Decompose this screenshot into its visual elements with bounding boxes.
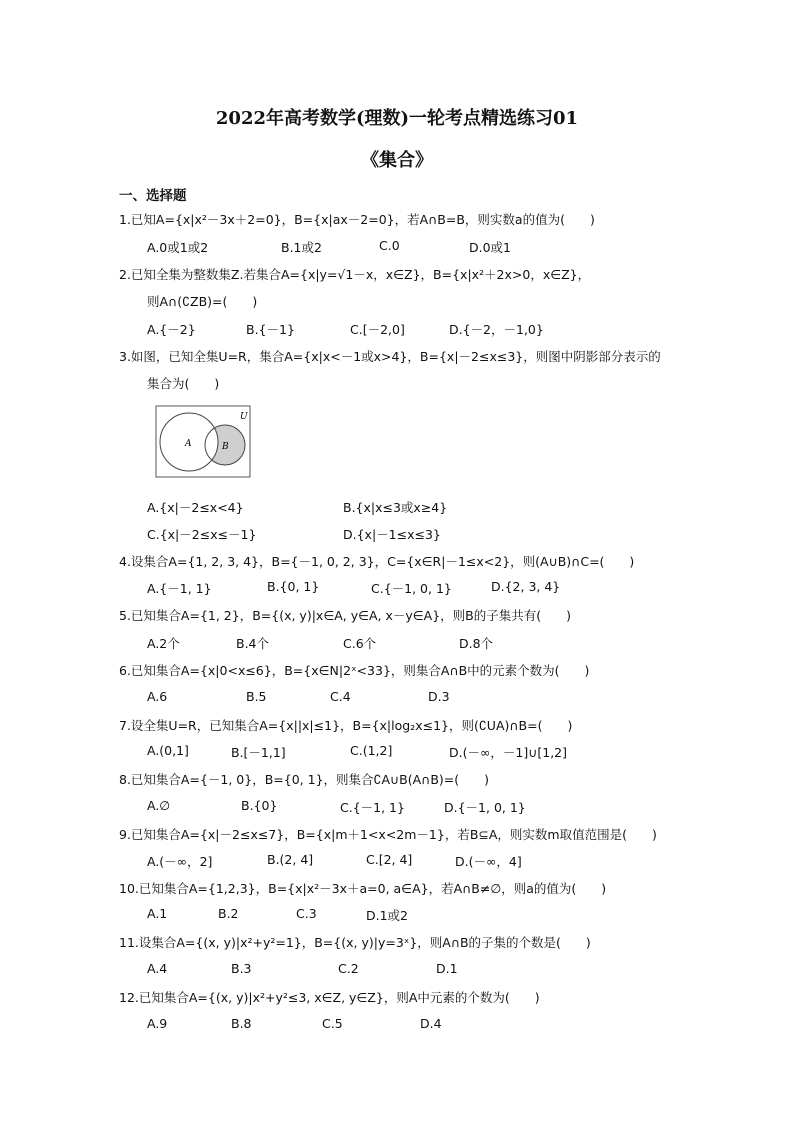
question-3-option-c: C.{x|－2≤x≤－1} — [147, 527, 257, 542]
question-8-option-a: A.∅ — [147, 798, 171, 813]
question-2-option-c: C.[－2,0] — [350, 322, 405, 337]
question-5-stem: 5.已知集合A={1, 2}，B={(x, y)|x∈A, y∈A, x－y∈A}，则B的子集共有( ) — [119, 608, 572, 623]
question-10-option-d: D.1或2 — [366, 908, 409, 923]
question-11-stem: 11.设集合A={(x, y)|x²+y²=1}，B={(x, y)|y=3ˣ}，则A∩B的子集的个数是( ) — [119, 935, 591, 950]
question-12-stem: 12.已知集合A={(x, y)|x²+y²≤3, x∈Z, y∈Z}，则A中元素的个数为( ) — [119, 990, 540, 1005]
question-12-option-c: C.5 — [322, 1016, 343, 1031]
question-5-option-c: C.6个 — [343, 636, 377, 651]
question-11-option-d: D.1 — [436, 961, 458, 976]
set-a-label: A — [185, 439, 192, 449]
question-2-stem: 2.已知全集为整数集Z.若集合A={x|y=√1－x，x∈Z}，B={x|x²＋2x>0，x∈Z}， — [119, 267, 591, 282]
question-7-stem: 7.设全集U=R，已知集合A={x||x|≤1}，B={x|log₂x≤1}，则(∁UA)∩B=( ) — [119, 718, 573, 733]
question-12-option-b: B.8 — [231, 1016, 252, 1031]
question-1-option-b: B.1或2 — [281, 240, 322, 255]
question-4-stem: 4.设集合A={1, 2, 3, 4}，B={－1, 0, 2, 3}，C={x∈R|－1≤x<2}，则(A∪B)∩C=( ) — [119, 554, 635, 569]
question-2-option-d: D.{－2，－1,0} — [449, 322, 544, 337]
question-4-option-a: A.{－1, 1} — [147, 581, 212, 596]
question-10-option-c: C.3 — [296, 906, 317, 921]
question-11-option-b: B.3 — [231, 961, 252, 976]
question-1-option-d: D.0或1 — [469, 240, 512, 255]
question-5-option-d: D.8个 — [459, 636, 494, 651]
question-9-option-d: D.(－∞，4] — [455, 854, 522, 869]
question-12-option-d: D.4 — [420, 1016, 442, 1031]
universe-label: U — [240, 412, 248, 422]
question-2-stem-cont: 则A∩(∁ZB)=( ) — [147, 294, 258, 309]
question-5-option-b: B.4个 — [236, 636, 270, 651]
question-8-stem: 8.已知集合A={－1, 0}，B={0, 1}，则集合∁A∪B(A∩B)=( ) — [119, 772, 490, 787]
question-4-option-d: D.{2, 3, 4} — [491, 579, 561, 594]
question-2-option-a: A.{－2} — [147, 322, 196, 337]
question-7-option-c: C.(1,2] — [350, 743, 393, 758]
question-7-option-b: B.[－1,1] — [231, 745, 286, 760]
venn-diagram — [155, 405, 251, 479]
question-4-option-b: B.{0, 1} — [267, 579, 320, 594]
question-3-option-b: B.{x|x≤3或x≥4} — [343, 500, 448, 515]
question-7-option-a: A.(0,1] — [147, 743, 189, 758]
question-6-option-a: A.6 — [147, 689, 168, 704]
question-6-option-b: B.5 — [246, 689, 267, 704]
question-9-stem: 9.已知集合A={x|－2≤x≤7}，B={x|m＋1<x<2m－1}，若B⊆A，则实数m取值范围是( ) — [119, 827, 657, 842]
question-1-option-c: C.0 — [379, 238, 400, 253]
question-7-option-d: D.(－∞，－1]∪[1,2] — [449, 745, 567, 760]
question-3-option-d: D.{x|－1≤x≤3} — [343, 527, 441, 542]
question-9-option-a: A.(－∞，2] — [147, 854, 213, 869]
page-subtitle: 《集合》 — [361, 150, 433, 171]
question-5-option-a: A.2个 — [147, 636, 180, 651]
question-8-option-d: D.{－1, 0, 1} — [444, 800, 526, 815]
question-6-stem: 6.已知集合A={x|0<x≤6}，B={x∈N|2ˣ<33}，则集合A∩B中的元素个数为( ) — [119, 663, 590, 678]
question-10-option-a: A.1 — [147, 906, 168, 921]
question-1-stem: 1.已知A={x|x²－3x＋2=0}，B={x|ax－2=0}，若A∩B=B，则实数a的值为( ) — [119, 212, 595, 227]
question-6-option-d: D.3 — [428, 689, 450, 704]
question-8-option-c: C.{－1, 1} — [340, 800, 405, 815]
set-b-label: B — [222, 442, 229, 452]
question-6-option-c: C.4 — [330, 689, 351, 704]
question-12-option-a: A.9 — [147, 1016, 168, 1031]
question-3-stem-cont: 集合为( ) — [147, 376, 220, 391]
question-8-option-b: B.{0} — [241, 798, 278, 813]
question-11-option-a: A.4 — [147, 961, 168, 976]
question-11-option-c: C.2 — [338, 961, 359, 976]
question-2-option-b: B.{－1} — [246, 322, 295, 337]
question-3-option-a: A.{x|－2≤x<4} — [147, 500, 244, 515]
question-9-option-c: C.[2, 4] — [366, 852, 413, 867]
question-9-option-b: B.(2, 4] — [267, 852, 314, 867]
question-10-stem: 10.已知集合A={1,2,3}，B={x|x²－3x＋a=0, a∈A}，若A∩B≠∅，则a的值为( ) — [119, 881, 607, 896]
question-10-option-b: B.2 — [218, 906, 239, 921]
question-4-option-c: C.{－1, 0, 1} — [371, 581, 452, 596]
question-3-stem: 3.如图，已知全集U=R，集合A={x|x<－1或x>4}，B={x|－2≤x≤3}，则图中阴影部分表示的 — [119, 349, 661, 364]
section-heading: 一、选择题 — [119, 188, 187, 204]
question-1-option-a: A.0或1或2 — [147, 240, 209, 255]
page-title: 2022年高考数学(理数)一轮考点精选练习01 — [215, 108, 579, 129]
